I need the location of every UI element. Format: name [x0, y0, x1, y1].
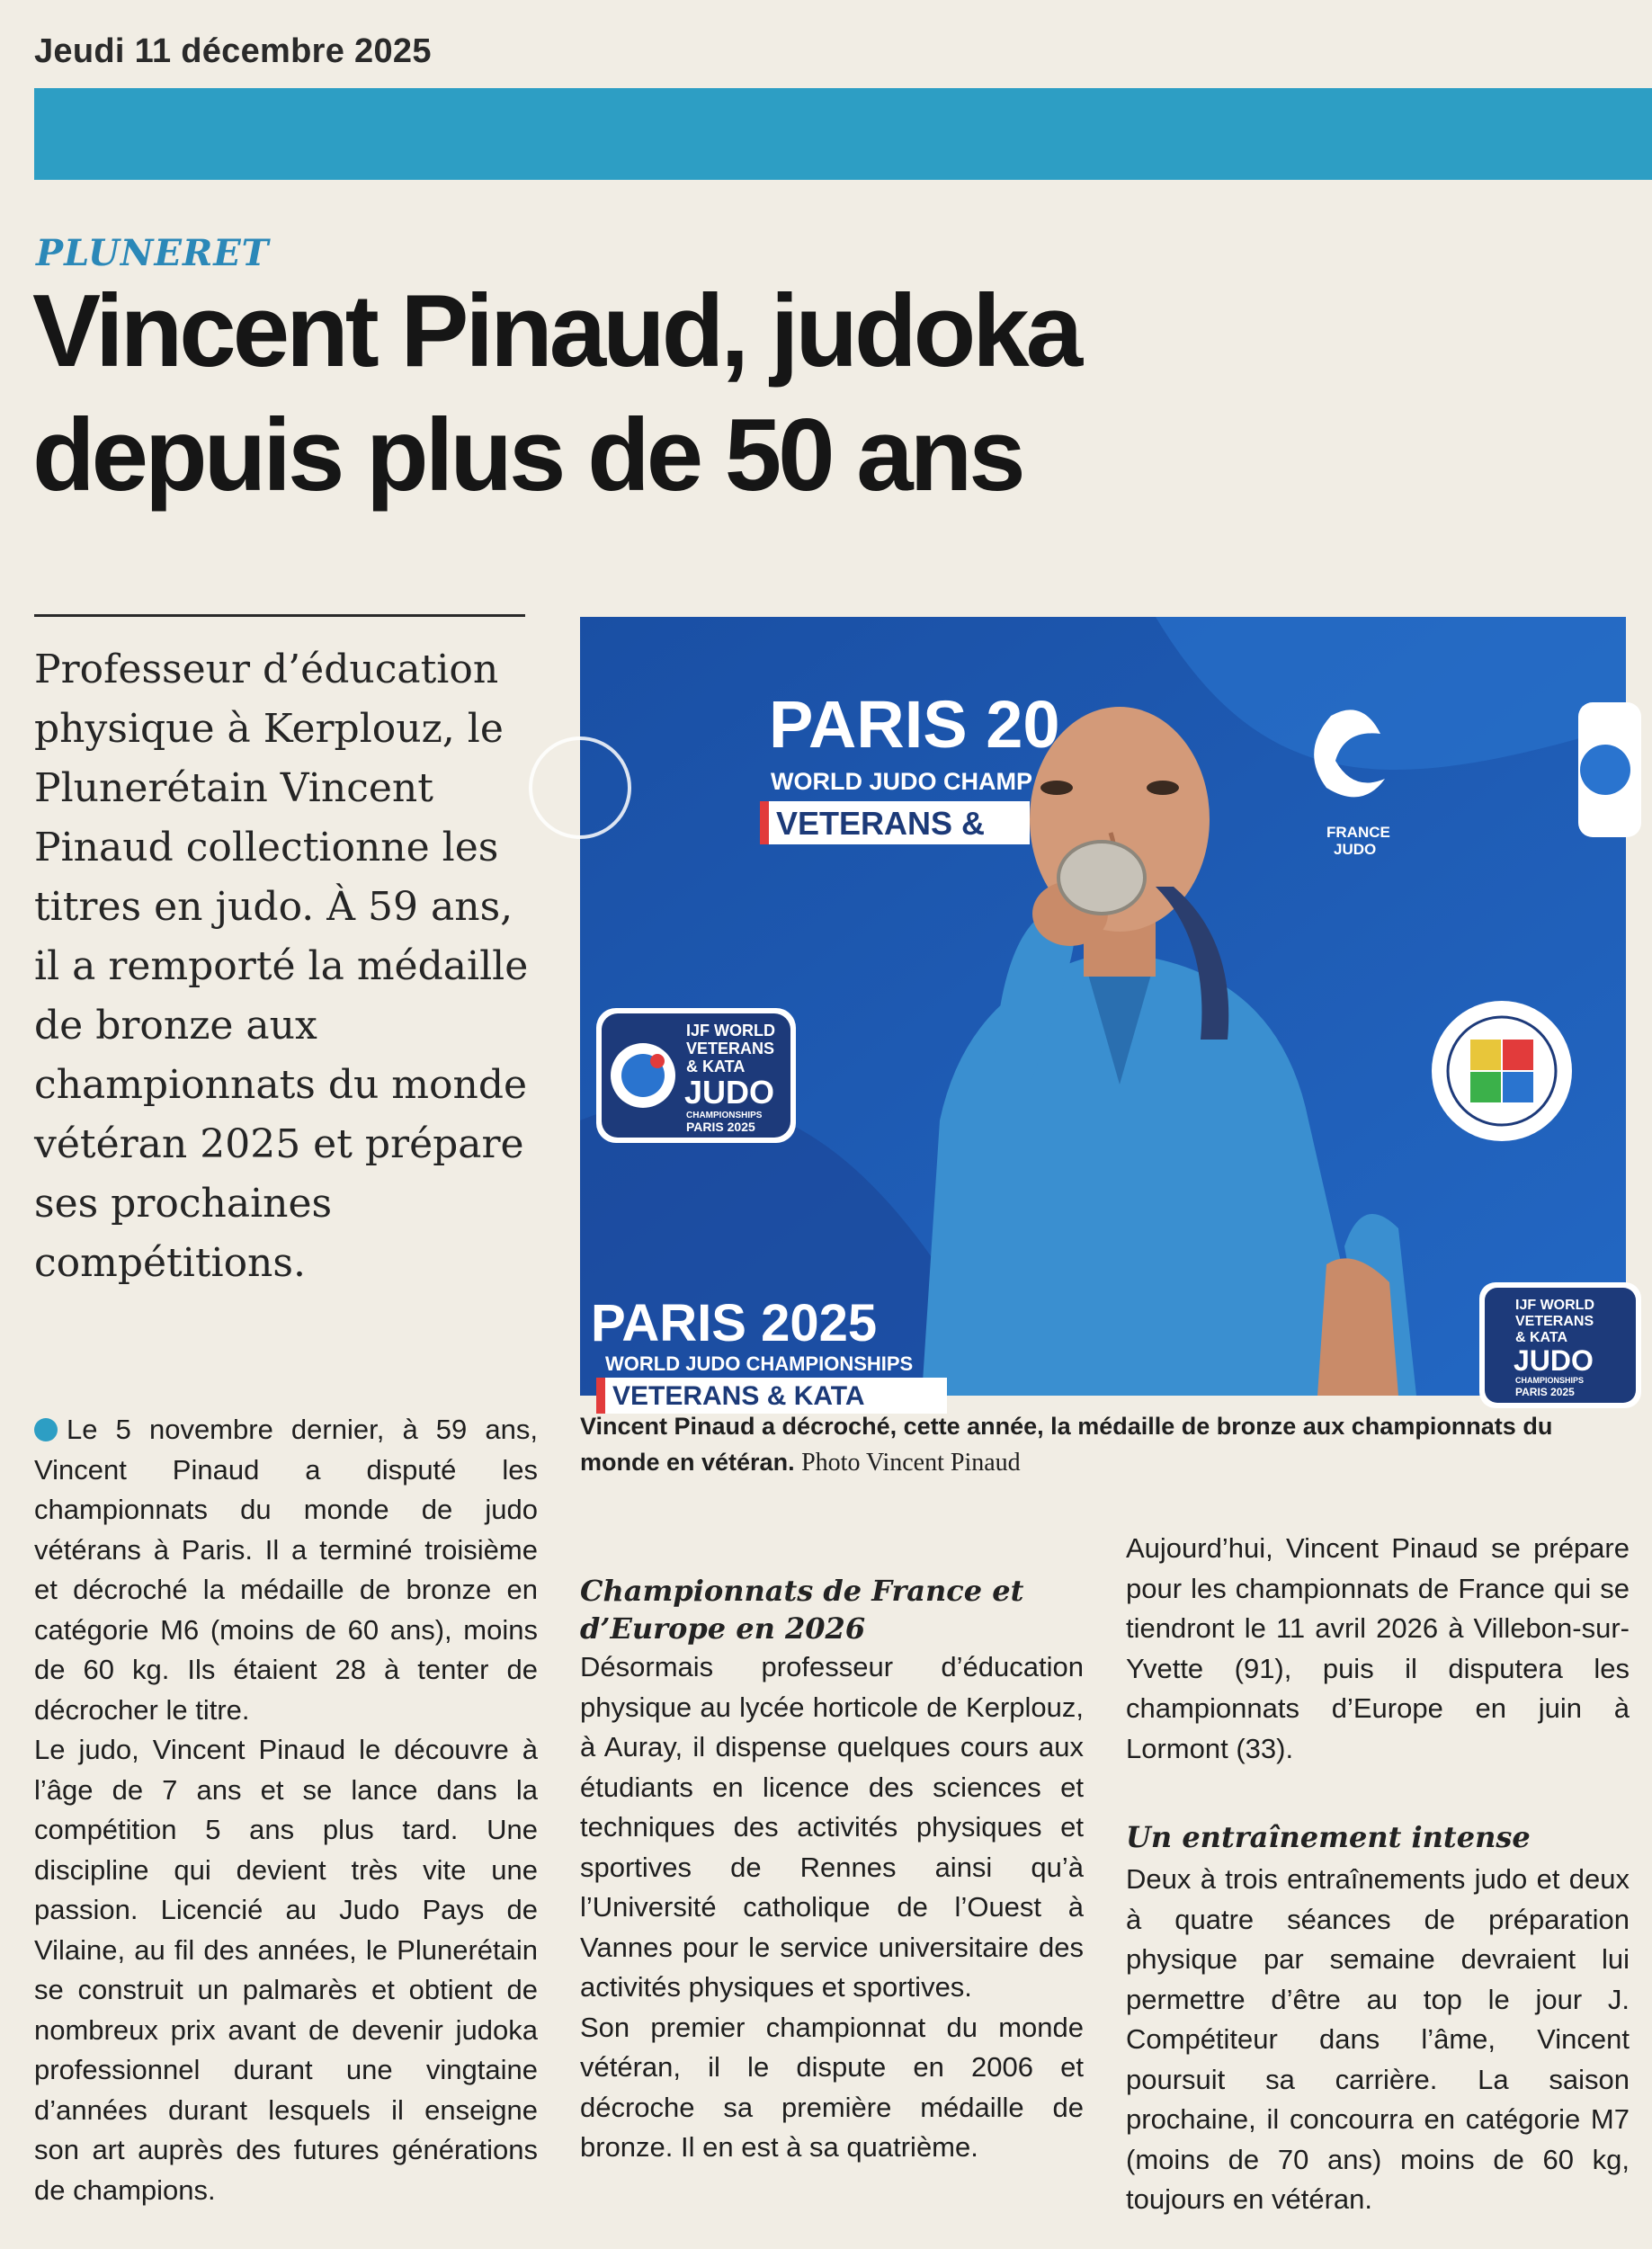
caption-text: Vincent Pinaud a décroché, cette année, la médaille de bronze aux championnats du monde en vétéran.	[580, 1413, 1553, 1476]
seal-tile-green	[1470, 1072, 1501, 1102]
paragraph: Aujourd’hui, Vincent Pinaud se prépare pour les championnats de France qui se tiendront le 11 avril 2026 à Villebon-sur-Yvette (91), puis il disputera les championnats d’Europe en juin à Lormont (33).	[1126, 1532, 1630, 1764]
paragraph-text: Le 5 novembre dernier, à 59 ans, Vincent Pinaud a disputé les championnats du monde de judo vétérans à Paris. Il a terminé troisième et décroché la médaille de bronze en catégorie M6 (moins de 60 ans), moins de 60 kg. Ils étaient 28 à tenter de décrocher le titre.	[34, 1414, 538, 1726]
judoka-eye-right	[1147, 781, 1179, 795]
paragraph: Désormais professeur d’éducation physique au lycée horticole de Kerplouz, à Auray, il dispense quelques cours aux étudiants en licence des sciences et techniques des activités physiques et sportives de Rennes ainsi qu’à l’Université catholique de l’Ouest à Vannes pour le service universitaire des activités physiques et sportives.	[580, 1651, 1084, 2003]
ijf-badge-l2: VETERANS	[686, 1040, 775, 1058]
paragraph: Le judo, Vincent Pinaud le découvre à l’âge de 7 ans et se lance dans la compétition 5 ans plus tard. Une discipline qui devient très vite une passion. Licencié au Judo Pays de Vilaine, au fil des années, le Plunerétain se construit un palmarès et obtient de nombreux prix avant de devenir judoka professionnel durant une vingtaine d’années durant lesquels il enseigne son art auprès des futures générations de champions.	[34, 1734, 538, 2206]
top-banner-city: PARIS 20	[769, 687, 1060, 762]
france-judo-l1: FRANCE	[1326, 824, 1390, 841]
article-column-1	[34, 1410, 538, 2210]
ijf-badge-left	[596, 1008, 796, 1143]
bottom-banner-line3: VETERANS & KATA	[612, 1381, 865, 1411]
seal-tile-blue	[1503, 1072, 1533, 1102]
paragraph: Deux à trois entraînements judo et deux à quatre séances de préparation physique par semaine devraient lui permettre d’être au top le jour J. Compétiteur dans l’âme, Vincent poursuit sa carrière. La saison prochaine, il concourra en catégorie M7 (moins de 70 ans) moins de 60 kg, toujours en vétéran.	[1126, 1863, 1630, 2215]
lead-bullet-icon	[34, 1418, 58, 1441]
ijf-badge-right-l2: VETERANS	[1515, 1314, 1594, 1329]
article-column-3-continued	[1126, 1860, 1630, 2220]
right-ijf-logo-circle	[1580, 745, 1630, 795]
ijf-badge-l1: IJF WORLD	[686, 1022, 775, 1040]
seal-disc	[1432, 1001, 1572, 1141]
section-banner	[34, 88, 1652, 180]
article-column-2	[580, 1647, 1084, 2168]
photo-credit: Photo Vincent Pinaud	[801, 1449, 1021, 1477]
bottom-banner-line2: WORLD JUDO CHAMPIONSHIPS	[605, 1352, 914, 1375]
edition-date: Jeudi 11 décembre 2025	[34, 32, 432, 70]
seal-tile-red	[1503, 1040, 1533, 1070]
france-judo-l2: JUDO	[1334, 841, 1377, 858]
ijf-badge-right-l4: JUDO	[1514, 1344, 1594, 1377]
ijf-badge-l6: PARIS 2025	[686, 1120, 755, 1134]
ijf-badge-right	[1479, 1282, 1641, 1408]
paragraph	[34, 1410, 538, 1730]
photo-caption	[580, 1408, 1632, 1481]
ijf-badge-emblem-dot	[650, 1054, 665, 1068]
ijf-badge-l3: & KATA	[686, 1058, 746, 1075]
article-column-3	[1126, 1529, 1630, 1769]
ijf-badge-right-l3: & KATA	[1515, 1330, 1568, 1345]
article-standfirst: Professeur d’éducation physique à Kerplouz, le Plunerétain Vincent Pinaud collectionne les titres en judo. À 59 ans, il a remporté la médaille de bronze aux championnats du monde vétéran 2025 et prépare ses prochaines compétitions.	[34, 647, 529, 1286]
top-banner-red-bar	[760, 801, 769, 844]
photo-illustration	[580, 617, 1626, 1411]
ijf-badge-l5: CHAMPIONSHIPS	[686, 1111, 763, 1120]
seal-tile-yellow	[1470, 1040, 1501, 1070]
article-kicker: PLUNERET	[36, 232, 270, 274]
bottom-banner-city: PARIS 2025	[591, 1294, 878, 1352]
subheading-text: Un entraînement intense	[1126, 1820, 1531, 1854]
paragraph: Son premier championnat du monde vétéran, il le dispute en 2006 et décroche sa première médaille de bronze. Il en est à sa quatrième.	[580, 2011, 1084, 2163]
ijf-federation-seal	[1432, 1001, 1572, 1141]
ijf-badge-l4: JUDO	[684, 1074, 775, 1111]
ijf-badge-right-l1: IJF WORLD	[1515, 1298, 1594, 1313]
article-headline: Vincent Pinaud, judoka depuis plus de 50 ans	[32, 274, 1080, 513]
headline-rule	[34, 614, 525, 617]
top-banner-line3: VETERANS &	[776, 805, 986, 842]
bronze-medal	[1058, 842, 1145, 914]
subheading-text: Championnats de France et d’Europe en 2026	[580, 1574, 1024, 1646]
ijf-badge-right-l6: PARIS 2025	[1515, 1386, 1575, 1398]
subheading-2	[1126, 1818, 1630, 1856]
subheading-1	[580, 1572, 1084, 1647]
top-banner-line2: WORLD JUDO CHAMP	[771, 768, 1032, 795]
ijf-badge-right-l5: CHAMPIONSHIPS	[1515, 1376, 1585, 1385]
article-photo	[580, 617, 1626, 1411]
judoka-eye-left	[1040, 781, 1073, 795]
